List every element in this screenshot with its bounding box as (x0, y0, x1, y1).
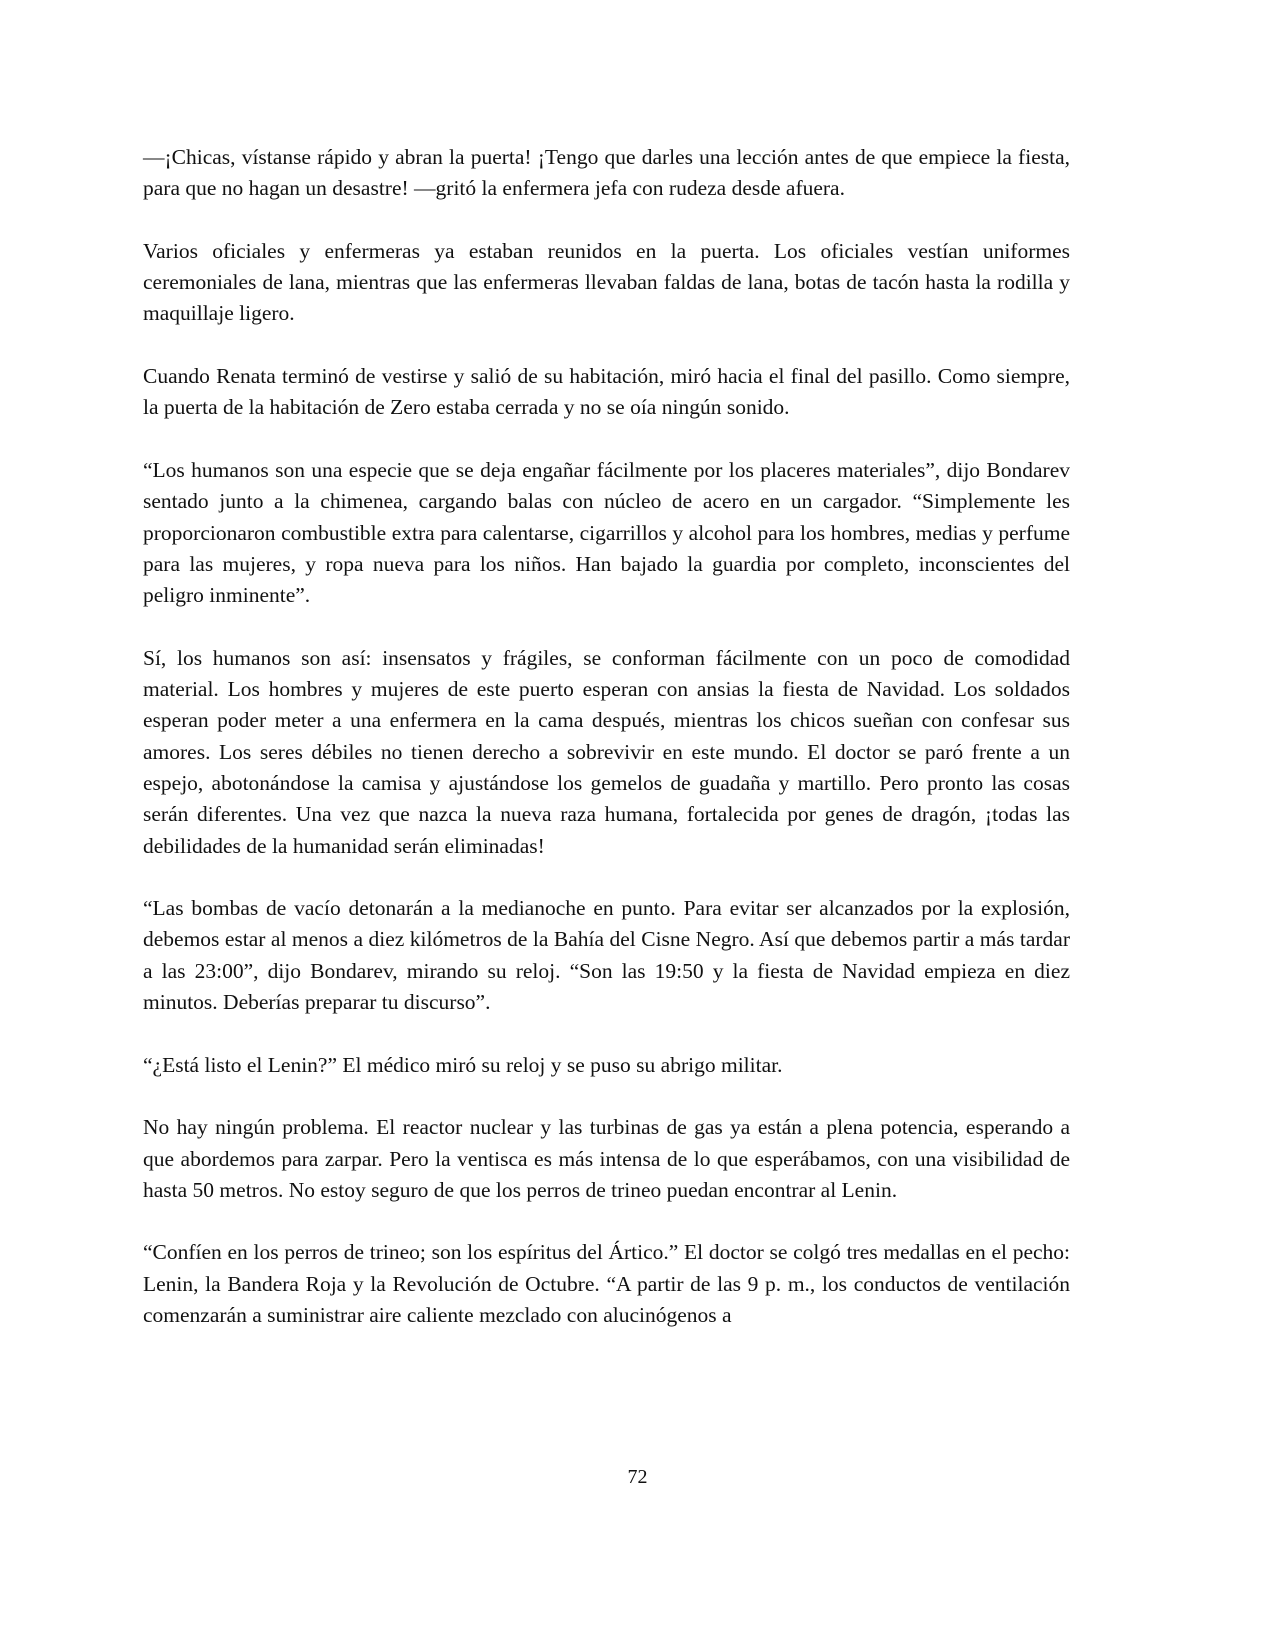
paragraph: Sí, los humanos son así: insensatos y frágiles, se conforman fácilmente con un poco de comodidad material. Los hombres y mujeres de este puerto esperan con ansias la fiesta de Navidad. Los soldados esperan poder meter a una enfermera en la cama después, mientras los chicos sueñan con confesar sus amores. Los seres débiles no tienen derecho a sobrevivir en este mundo. El doctor se paró frente a un espejo, abotonándose la camisa y ajustándose los gemelos de guadaña y martillo. Pero pronto las cosas serán diferentes. Una vez que nazca la nueva raza humana, fortalecida por genes de dragón, ¡todas las debilidades de la humanidad serán eliminadas! (143, 645, 1070, 858)
paragraph: “Los humanos son una especie que se deja engañar fácilmente por los placeres materiales”, dijo Bondarev sentado junto a la chimenea, cargando balas con núcleo de acero en un cargador. “Simplemente les proporcionaron combustible extra para calentarse, cigarrillos y alcohol para los hombres, medias y perfume para las mujeres, y ropa nueva para los niños. Han bajado la guardia por completo, inconscientes del peligro inminente”. (143, 457, 1070, 608)
paragraph: No hay ningún problema. El reactor nuclear y las turbinas de gas ya están a plena potencia, esperando a que abordemos para zarpar. Pero la ventisca es más intensa de lo que esperábamos, con una visibilidad de hasta 50 metros. No estoy seguro de que los perros de trineo puedan encontrar al Lenin. (143, 1115, 1070, 1202)
paragraph: Cuando Renata terminó de vestirse y salió de su habitación, miró hacia el final del pasillo. Como siempre, la puerta de la habitación de Zero estaba cerrada y no se oía ningún sonido. (143, 364, 1070, 420)
page-body (143, 142, 1070, 1363)
paragraph: “Las bombas de vacío detonarán a la medianoche en punto. Para evitar ser alcanzados por la explosión, debemos estar al menos a diez kilómetros de la Bahía del Cisne Negro. Así que debemos partir a más tardar a las 23:00”, dijo Bondarev, mirando su reloj. “Son las 19:50 y la fiesta de Navidad empieza en diez minutos. Deberías preparar tu discurso”. (143, 896, 1070, 1015)
page-number: 72 (627, 1466, 648, 1488)
paragraph: “Confíen en los perros de trineo; son los espíritus del Ártico.” El doctor se colgó tres medallas en el pecho: Lenin, la Bandera Roja y la Revolución de Octubre. “A partir de las 9 p. m., los conductos de ventilación comenzarán a suministrar aire caliente mezclado con alucinógenos a (143, 1240, 1070, 1327)
paragraph: Varios oficiales y enfermeras ya estaban reunidos en la puerta. Los oficiales vestían uniformes ceremoniales de lana, mientras que las enfermeras llevaban faldas de lana, botas de tacón hasta la rodilla y maquillaje ligero. (143, 238, 1070, 326)
paragraph: “¿Está listo el Lenin?” El médico miró su reloj y se puso su abrigo militar. (143, 1052, 783, 1077)
paragraph: —¡Chicas, vístanse rápido y abran la puerta! ¡Tengo que darles una lección antes de que empiece la fiesta, para que no hagan un desastre! —gritó la enfermera jefa con rudeza desde afuera. (143, 145, 1070, 201)
